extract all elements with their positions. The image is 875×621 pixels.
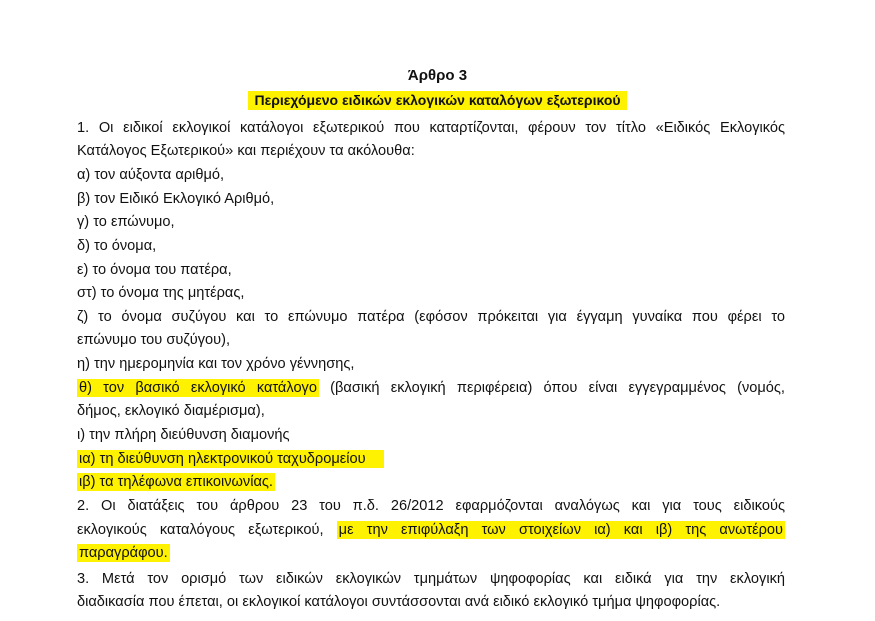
list-item-b: β) τον Ειδικό Εκλογικό Αριθμό, — [77, 191, 275, 207]
article-subtitle: Περιεχόμενο ειδικών εκλογικών καταλόγων εξωτερικού — [248, 91, 626, 110]
paragraph-2-line-2 — [77, 520, 785, 540]
list-item-th-line-2: δήμος, εκλογικό διαμέρισμα), — [77, 403, 265, 419]
paragraph-1-line-1: 1. Οι ειδικοί εκλογικοί κατάλογοι εξωτερικού που καταρτίζονται, φέρουν τον τίτλο «Ειδικός Εκλογικός — [77, 120, 785, 136]
list-item-z-line-1: ζ) το όνομα συζύγου και το επώνυμο πατέρα (εφόσον πρόκειται για έγγαμη γυναίκα που φέρει το — [77, 309, 785, 325]
paragraph-3-line-2: διαδικασία που έπεται, οι εκλογικοί κατάλογοι συντάσσονται ανά ειδικό εκλογικό τμήμα ψηφοφορίας. — [77, 594, 721, 610]
list-item-c: γ) το επώνυμο, — [77, 214, 175, 230]
list-item-iota: ι) την πλήρη διεύθυνση διαμονής — [77, 427, 290, 443]
paragraph-3-line-1: 3. Μετά τον ορισμό των ειδικών εκλογικών τμημάτων ψηφοφορίας και ειδικά για την εκλογική — [77, 571, 785, 587]
list-item-i: η) την ημερομηνία και τον χρόνο γέννησης, — [77, 356, 355, 372]
list-item-a: α) τον αύξοντα αριθμό, — [77, 167, 225, 183]
paragraph-2-highlight: με την επιφύλαξη των στοιχείων ια) και ιβ) της ανωτέρου — [338, 522, 783, 538]
list-item-th-line-1 — [77, 378, 785, 398]
paragraph-2-line-1: 2. Οι διατάξεις του άρθρου 23 του π.δ. 26/2012 εφαρμόζονται αναλόγως και για τους ειδικούς — [77, 498, 785, 514]
list-item-ia — [77, 449, 785, 469]
paragraph-2-line-2-text: εκλογικούς καταλόγους εξωτερικού, — [77, 522, 337, 538]
article-title: Άρθρο 3 — [407, 67, 468, 84]
article-subtitle-wrapper — [0, 91, 875, 110]
list-item-ib-highlight: ιβ) τα τηλέφωνα επικοινωνίας. — [79, 474, 273, 490]
list-item-th-rest: (βασική εκλογική περιφέρεια) όπου είναι εγγεγραμμένος (νομός, — [318, 380, 785, 396]
list-item-z-line-2: επώνυμο του συζύγου), — [77, 332, 231, 348]
list-item-st: στ) το όνομα της μητέρας, — [77, 285, 245, 301]
list-item-e: ε) το όνομα του πατέρα, — [77, 262, 232, 278]
paragraph-1-line-2: Κατάλογος Εξωτερικού» και περιέχουν τα ακόλουθα: — [77, 143, 415, 159]
list-item-th-highlight: θ) τον βασικό εκλογικό κατάλογο — [79, 380, 317, 396]
paragraph-2-line-3-highlight: παραγράφου. — [79, 545, 168, 561]
list-item-ia-highlight: ια) τη διεύθυνση ηλεκτρονικού ταχυδρομείου — [77, 450, 384, 468]
paragraph-2-line-3 — [77, 543, 785, 563]
list-item-d: δ) το όνομα, — [77, 238, 157, 254]
list-item-ib — [77, 472, 785, 492]
